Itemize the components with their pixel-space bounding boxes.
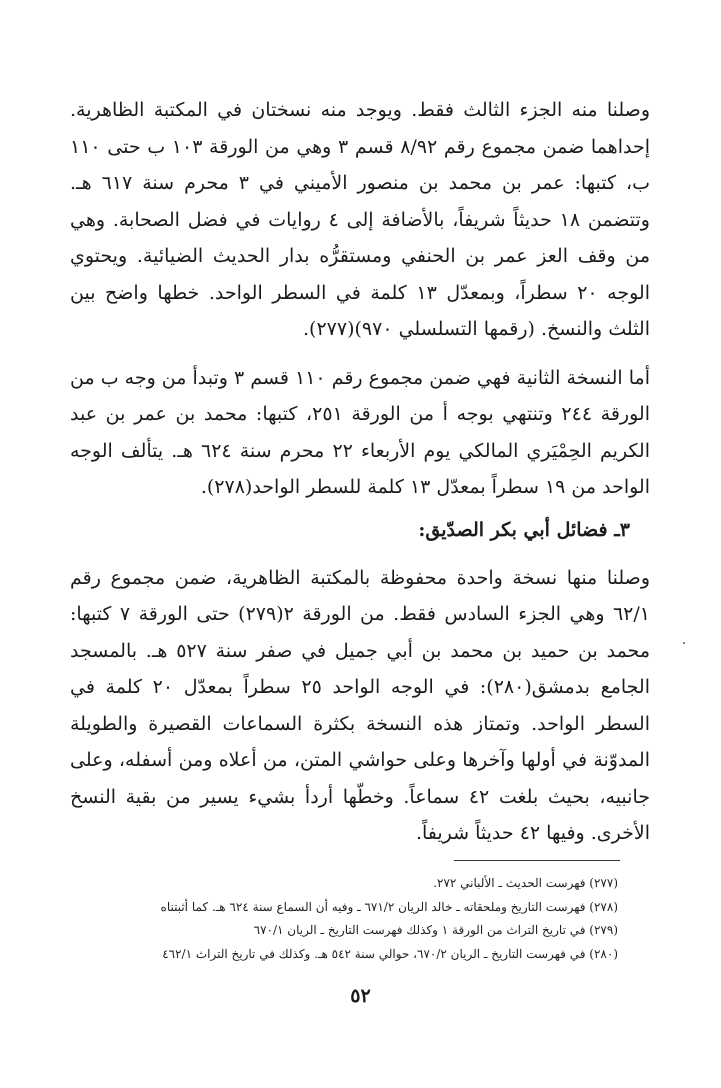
footnote: (٢٨٠) في فهرست التاريخ ـ الريان ٦٧٠/٢، حوالي سنة ٥٤٢ هـ. وكذلك في تاريخ التراث ٤٦٢/١ <box>162 946 618 961</box>
footnote: (٢٧٨) فهرست التاريخ وملحقاته ـ خالد الريان ٦٧١/٢ ـ وفيه أن السماع سنة ٦٢٤ هـ. كما أثبتناه <box>160 899 618 914</box>
footnote-separator <box>454 860 620 861</box>
section-heading: ٣ـ فضائل أبي بكر الصدّيق: <box>418 518 630 541</box>
page-body <box>70 92 650 852</box>
paragraph: وصلنا منها نسخة واحدة محفوظة بالمكتبة الظاهرية، ضمن مجموع رقم ٦٢/١ وهي الجزء السادس فقط. من الورقة ٢(٢٧٩) حتى الورقة ٧ كتبها: محمد بن حميد بن محمد بن أبي جميل في صفر سنة ٥٢٧ هـ. بالمسجد الجامع بدمشق(٢٨٠): في الوجه الواحد ٢٥ سطراً بمعدّل ٢٠ كلمة في السطر الواحد. وتمتاز هذه النسخة بكثرة السماعات القصيرة والطويلة المدوّنة في أولها وآخرها وعلى حواشي المتن، من أعلاه ومن أسفله، وعلى جانبيه، بحيث بلغت ٤٢ سماعاً. وخطّها أردأ بشيء يسير من بقية النسخ الأخرى. وفيها ٤٢ حديثاً شريفاً. <box>70 566 650 844</box>
page-number: ٥٢ <box>350 985 371 1007</box>
footnote: (٢٧٩) في تاريخ التراث من الورقة ١ وكذلك فهرست التاريخ ـ الريان ٦٧٠/١ <box>253 923 618 937</box>
footnote: (٢٧٧) فهرست الحديث ـ الألباني ٢٧٢. <box>433 876 618 890</box>
paragraph: وصلنا منه الجزء الثالث فقط. ويوجد منه نسختان في المكتبة الظاهرية. إحداهما ضمن مجموع رقم ٨/٩٢ قسم ٣ وهي من الورقة ١٠٣ ب حتى ١١٠ ب، كتبها: عمر بن محمد بن منصور الأميني في ٣ محرم سنة ٦١٧ هـ. وتتضمن ١٨ حديثاً شريفاً، بالأضافة إلى ٤ روايات في فضل الصحابة. وهي من وقف العز عمر بن الحنفي ومستقرُّه بدار الحديث الضيائية. ويحتوي الوجه ٢٠ سطراً، وبمعدّل ١٣ كلمة في السطر الواحد. خطها واضح بين الثلث والنسخ. (رقمها التسلسلي ٩٧٠)(٢٧٧). <box>70 99 650 340</box>
paragraph: أما النسخة الثانية فهي ضمن مجموع رقم ١١٠ قسم ٣ وتبدأ من وجه ب من الورقة ٢٤٤ وتنتهي بوجه أ من الورقة ٢٥١، كتبها: محمد بن عمر بن عبد الكريم الحِمْيَري المالكي يوم الأربعاء ٢٢ محرم سنة ٦٢٤ هـ. يتألف الوجه الواحد من ١٩ سطراً بمعدّل ١٣ كلمة للسطر الواحد(٢٧٨). <box>70 366 651 498</box>
footnotes <box>70 872 618 966</box>
margin-dot <box>683 642 685 644</box>
